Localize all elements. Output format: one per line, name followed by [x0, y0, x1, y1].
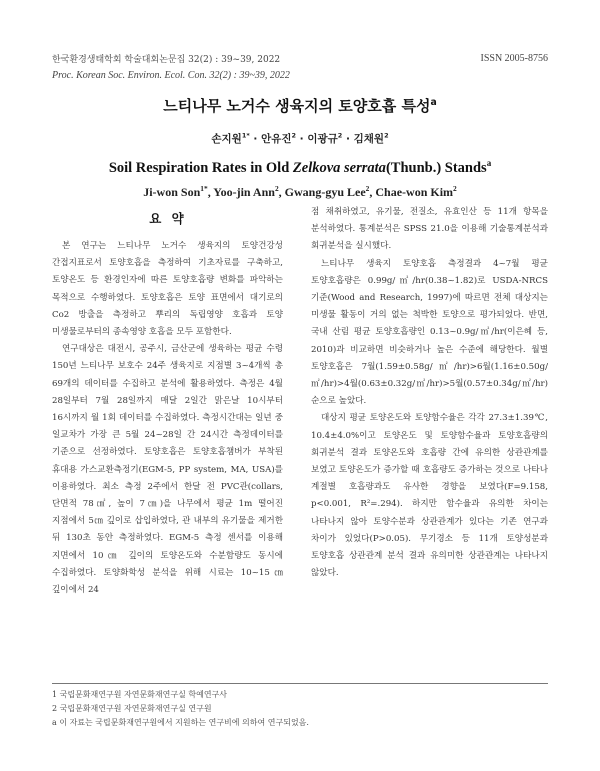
issn: ISSN 2005-8756	[480, 53, 548, 64]
author-en-affil: 2	[453, 184, 457, 193]
author-en: Gwang-gyu Lee	[284, 185, 366, 199]
title-en-after: (Thunb.) Stands	[385, 160, 487, 176]
paragraph: 본 연구는 느티나무 노거수 생육지의 토양건강성 간접지표로서 토양호흡을 측정하여 기초자료를 구축하고, 토양온도 등 환경인자에 따른 토양호흡량 변화를 파악하는 목적으로 수행하였다. 토양호흡은 토양 표면에서 대기로의 Co2 방출을 측정하고 뿌리의 독립영양 호흡과 토양 미생물로부터의 종속영양 호흡을 모두 포함한다.	[52, 241, 283, 338]
journal-header	[52, 53, 290, 83]
title-en-species: Zelkova serrata	[292, 160, 386, 176]
author-ko-affil: 1*	[241, 131, 250, 140]
footnote: 2 국립문화재연구원 자연문화재연구실 연구원	[52, 704, 212, 713]
paragraph: 연구대상은 대전시, 공주시, 금산군에 생육하는 평균 수령 150년 느티나무 보호수 24주 생육지로 지점별 3~4개씩 총 69개의 데이터를 수집하고 분석에 활용하였다. 측정은 4월 28일부터 7월 28일까지 매달 2일간 맑은날 10시부터 16시까지 월 1회 데이터를 수집하였다. 측정시간대는 일년 중 일교차가 가장 큰 5월 24~28일 간 24시간 측정데이터를 기준으로 선정하였다. 토양호흡은 토양호흡챔버가 부착된 휴대용 가스교환측정기(EGM-5, PP system, MA, USA)를 이용하였다. 최소 측정 2주에서 한달 전 PVC관(collars, 단면적 78㎠, 높이 7㎝)을 나무에서 평균 1m 떨어진 지점에서 5㎝ 깊이로 삽입하였다, 관 내부의 유기물을 제거한 뒤 130초 동안 측정하였다. EGM-5 측정 센서를 이용해 지면에서 10㎝ 깊이의 토양온도와 수분함량도 동시에 수집하였다. 토양화학성 분석을 위해 시료는 10~15㎝ 깊이에서 24	[52, 344, 283, 596]
author-separator: ·	[342, 133, 354, 145]
title-en-before: Soil Respiration Rates in Old	[108, 160, 293, 176]
right-column	[311, 204, 548, 582]
paragraph: 느티나무 생육지 토양호흡 측정결과 4~7월 평균 토양호흡량은 0.99g/㎡/hr(0.38~1.82)로 USDA-NRCS 기준(Wood and Research, 1997)에 따르면 전체 대상지는 미생물 활동이 거의 없는 척박한 토양으로 평가되었다. 반면, 국내 산림 평균 토양호흡량인 0.13~0.9g/㎡/hr(이은혜 등, 2010)과 비교하면 비슷하거나 높은 수준에 해당한다. 월별 토양호흡은 7월(1.59±0.58g/㎡/hr)>6월(1.16±0.50g/㎡/hr)>4월(0.63±0.32g/㎡/hr)>5월(0.57±0.34g/㎡/hr)순으로 높았다.	[311, 258, 548, 407]
authors-en	[0, 185, 600, 200]
footnote: a 이 자료는 국립문화재연구원에서 지원하는 연구비에 의하여 연구되었음.	[52, 718, 309, 727]
author-ko: 안유진	[261, 133, 292, 145]
author-separator: ·	[296, 133, 308, 145]
author-en-affil: 1*	[200, 184, 208, 193]
paragraph: 대상지 평균 토양온도와 토양함수율은 각각 27.3±1.39℃, 10.4±4.0%이고 토양온도 및 토양함수율과 토양호흡량의 회귀분석 결과 토양온도와 호흡량 간에 유의한 상관관계를 보였고 토양온도가 증가할 때 호흡량도 증가하는 것으로 나타나 계절별 호흡량과도 유사한 경향을 보였다(F=9.158, p<0.001, R²=.294). 하지만 함수율과 유의한 차이는 나타나지 않아 토양수분과 상관관계가 있다는 기존 연구과 차이가 있었다(P>0.05). 무기경소 등 11개 토양성분과 토양호흡 상관관계 분석 결과 유의미한 상관관계는 나타나지 않았다.	[311, 413, 548, 579]
author-ko-affil: 2	[384, 131, 389, 140]
abstract-heading: 요 약	[149, 211, 187, 226]
author-separator: ,	[278, 185, 285, 199]
title-ko	[0, 95, 600, 116]
author-en: Chae-won Kim	[375, 185, 454, 199]
journal-citation-en: Proc. Korean Soc. Environ. Ecol. Con. 32(2) : 39~39, 2022	[52, 70, 290, 81]
authors-ko	[0, 131, 600, 146]
author-separator: ·	[249, 133, 262, 145]
footnote-divider	[52, 683, 548, 684]
author-ko-affil: 2	[337, 131, 343, 140]
author-en: Ji-won Son	[143, 185, 201, 199]
footnote: 1 국립문화재연구원 자연문화재연구실 학예연구사	[52, 690, 228, 699]
paragraph: 점 채취하였고, 유기물, 전질소, 유효인산 등 11개 항목을 분석하였다. 통계분석은 SPSS 21.0을 이용해 기술통계분석과 회귀분석을 실시했다.	[311, 207, 548, 252]
title-en	[0, 160, 600, 177]
author-ko-affil: 2	[291, 131, 297, 140]
title-ko-text: 느티나무 노거수 생육지의 토양호흡 특성	[163, 97, 431, 115]
journal-citation-ko: 한국환경생태학회 학술대회논문집 32(2) : 39~39, 2022	[52, 55, 281, 65]
author-ko: 김채원	[353, 133, 385, 145]
title-en-footnote-mark: a	[486, 158, 492, 169]
author-en-affil: 2	[274, 184, 279, 193]
author-separator: ,	[369, 185, 376, 199]
author-en-affil: 2	[365, 184, 370, 193]
author-ko: 손지원	[211, 133, 242, 145]
author-ko: 이광규	[307, 133, 338, 145]
author-separator: ,	[207, 185, 214, 199]
left-column	[52, 238, 283, 599]
footnotes	[52, 688, 548, 730]
title-ko-footnote-mark: a	[430, 97, 437, 108]
author-en: Yoo-jin Ann	[213, 185, 275, 199]
